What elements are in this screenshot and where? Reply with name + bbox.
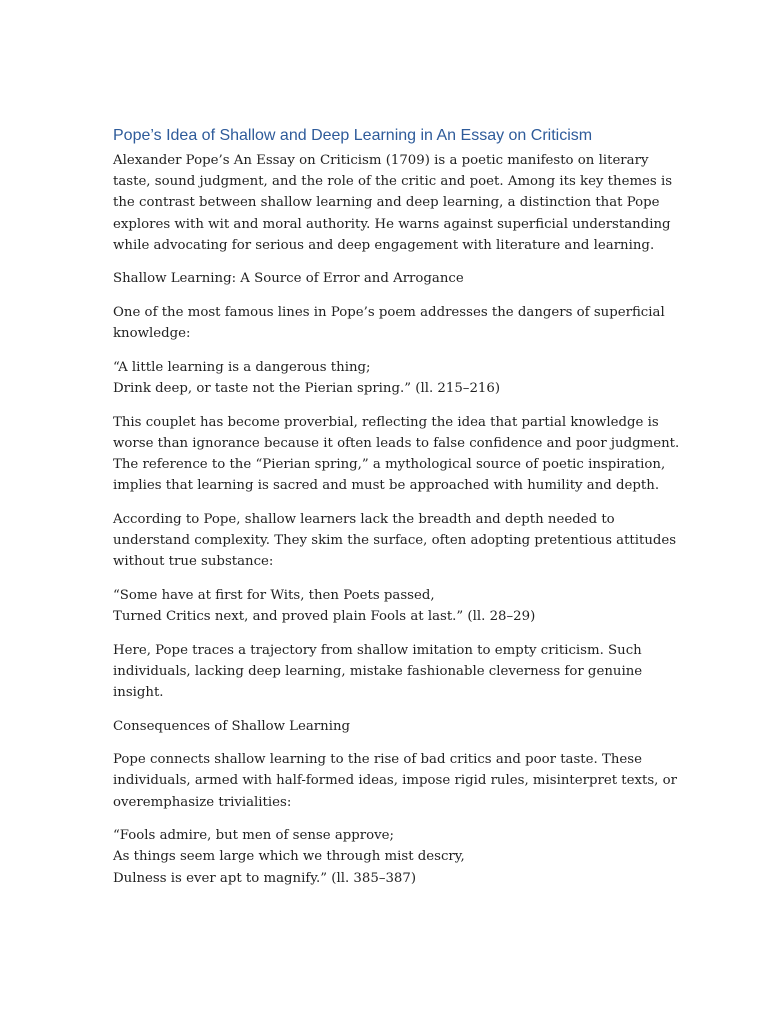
text-line: According to Pope, shallow learners lack the breadth and depth needed to	[113, 511, 615, 527]
document-title: Pope’s Idea of Shallow and Deep Learning in An Essay on Criticism	[113, 127, 593, 144]
paragraph-shallow-learners	[113, 509, 677, 573]
text-line: overemphasize trivialities:	[113, 794, 292, 810]
paragraph-bad-critics	[113, 749, 677, 813]
text-line: implies that learning is sacred and must be approached with humility and depth.	[113, 478, 660, 494]
paragraph-intro	[113, 150, 673, 256]
text-line: Pope connects shallow learning to the rise of bad critics and poor taste. These	[113, 752, 642, 768]
text-line: understand complexity. They skim the surface, often adopting pretentious attitudes	[113, 533, 677, 548]
quote-line: Turned Critics next, and proved plain Fools at last.” (ll. 28–29)	[113, 609, 536, 624]
text-line: the contrast between shallow learning and deep learning, a distinction that Pope	[113, 195, 660, 211]
text-line: The reference to the “Pierian spring,” a mythological source of poetic inspiration,	[113, 457, 666, 472]
quote-fools-admire	[113, 825, 658, 889]
text-line: individuals, lacking deep learning, mistake fashionable cleverness for genuine	[113, 663, 643, 679]
text-line: while advocating for serious and deep engagement with literature and learning.	[113, 237, 655, 253]
text-line: Alexander Pope’s An Essay on Criticism (1709) is a poetic manifesto on literary	[113, 153, 649, 168]
paragraph-trajectory	[113, 640, 658, 704]
quote-line: As things seem large which we through mist descry,	[113, 849, 465, 865]
quote-little-learning	[113, 357, 658, 399]
text-line: Shallow Learning: A Source of Error and Arrogance	[113, 271, 464, 287]
text-line: without true substance:	[113, 554, 274, 570]
text-line: individuals, armed with half-formed ideas, impose rigid rules, misinterpret texts, or	[113, 773, 677, 789]
quote-line: “A little learning is a dangerous thing;	[113, 359, 371, 375]
text-line: worse than ignorance because it often leads to false confidence and poor judgment.	[113, 435, 680, 451]
text-line: Consequences of Shallow Learning	[113, 718, 351, 734]
text-line: knowledge:	[113, 326, 191, 342]
text-line: insight.	[113, 685, 164, 700]
text-line: One of the most famous lines in Pope’s poem addresses the dangers of superficial	[113, 305, 665, 320]
quote-line: Drink deep, or taste not the Pierian spring.” (ll. 215–216)	[113, 381, 501, 396]
text-line: This couplet has become proverbial, reflecting the idea that partial knowledge is	[113, 414, 659, 430]
text-line: taste, sound judgment, and the role of the critic and poet. Among its key themes is	[113, 174, 673, 190]
paragraph-famous-lines	[113, 302, 665, 344]
text-line: explores with wit and moral authority. He warns against superficial understanding	[113, 216, 671, 232]
quote-line: “Fools admire, but men of sense approve;	[113, 828, 395, 844]
quote-line: “Some have at first for Wits, then Poets passed,	[113, 587, 435, 603]
section-heading-consequences	[113, 716, 658, 737]
paragraph-couplet-analysis	[113, 412, 680, 497]
text-line: Here, Pope traces a trajectory from shallow imitation to empty criticism. Such	[113, 642, 642, 658]
section-heading-shallow-learning	[113, 268, 658, 289]
quote-wits-poets	[113, 585, 658, 627]
quote-line: Dulness is ever apt to magnify.” (ll. 385–387)	[113, 870, 417, 886]
